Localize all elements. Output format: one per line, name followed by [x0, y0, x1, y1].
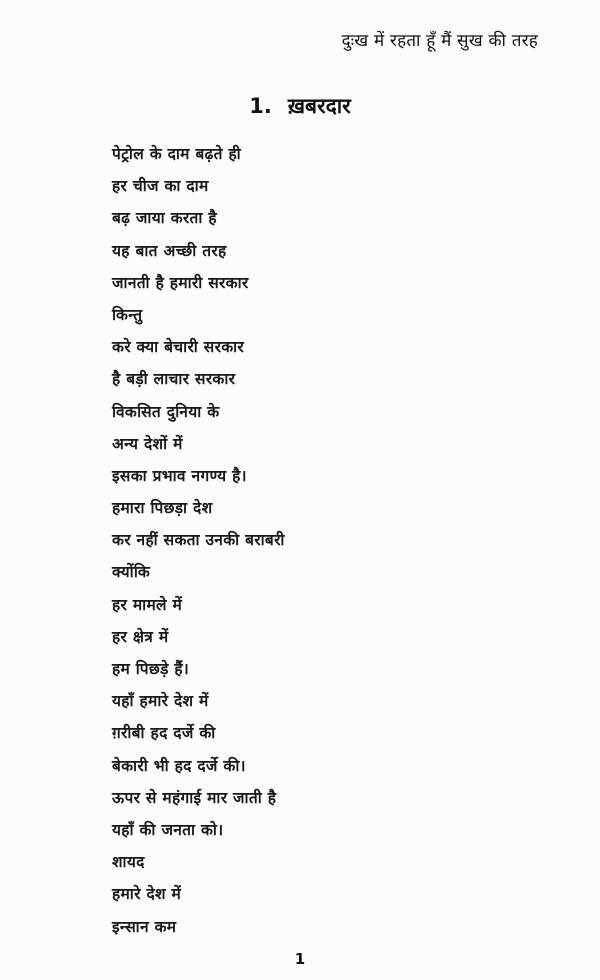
- chapter-heading: [0, 92, 600, 120]
- poem-line: है बड़ी लाचार सरकार: [112, 370, 236, 389]
- poem-line: करे क्या बेचारी सरकार: [112, 338, 245, 357]
- poem-line: किन्तु: [112, 305, 143, 324]
- poem-body: [112, 144, 285, 949]
- chapter-number: 1.: [249, 94, 272, 118]
- poem-line: हर चीज का दाम: [112, 177, 209, 196]
- poem-line: ऊपर से महंगाई मार जाती है: [112, 788, 277, 807]
- poem-line: क्योंकि: [112, 563, 151, 582]
- chapter-title: ख़बरदार: [287, 94, 351, 118]
- poem-line: बढ़ जाया करता है: [112, 209, 217, 228]
- poem-line: हर क्षेत्र में: [112, 627, 169, 646]
- poem-line: इन्सान कम: [112, 917, 177, 936]
- poem-line: हर मामले में: [112, 595, 183, 614]
- poem-line: कर नहीं सकता उनकी बराबरी: [112, 531, 285, 550]
- poem-line: बेकारी भी हद दर्जे की।: [112, 756, 246, 775]
- poem-line: विकसित दुनिया के: [112, 402, 220, 421]
- poem-line: ग़रीबी हद दर्जे की: [112, 724, 216, 743]
- poem-line: शायद: [112, 853, 145, 872]
- poem-line: यह बात अच्छी तरह: [112, 241, 227, 260]
- poem-line: यहाँ हमारे देश में: [112, 692, 209, 711]
- poem-line: अन्य देशों में: [112, 434, 183, 453]
- poem-line: इसका प्रभाव नगण्य है।: [112, 466, 247, 485]
- poem-line: हमारे देश में: [112, 885, 182, 904]
- poem-line: हमारा पिछड़ा देश: [112, 499, 213, 518]
- page-number: 1: [294, 950, 306, 968]
- poem-line: पेट्रोल के दाम बढ़ते ही: [112, 145, 241, 163]
- poem-line: यहाँ की जनता को।: [112, 820, 224, 839]
- poem-line: जानती है हमारी सरकार: [112, 273, 249, 292]
- running-head: दुःख में रहता हूँ मैं सुख की तरह: [341, 31, 538, 51]
- poem-line: हम पिछड़े हैं।: [112, 660, 190, 678]
